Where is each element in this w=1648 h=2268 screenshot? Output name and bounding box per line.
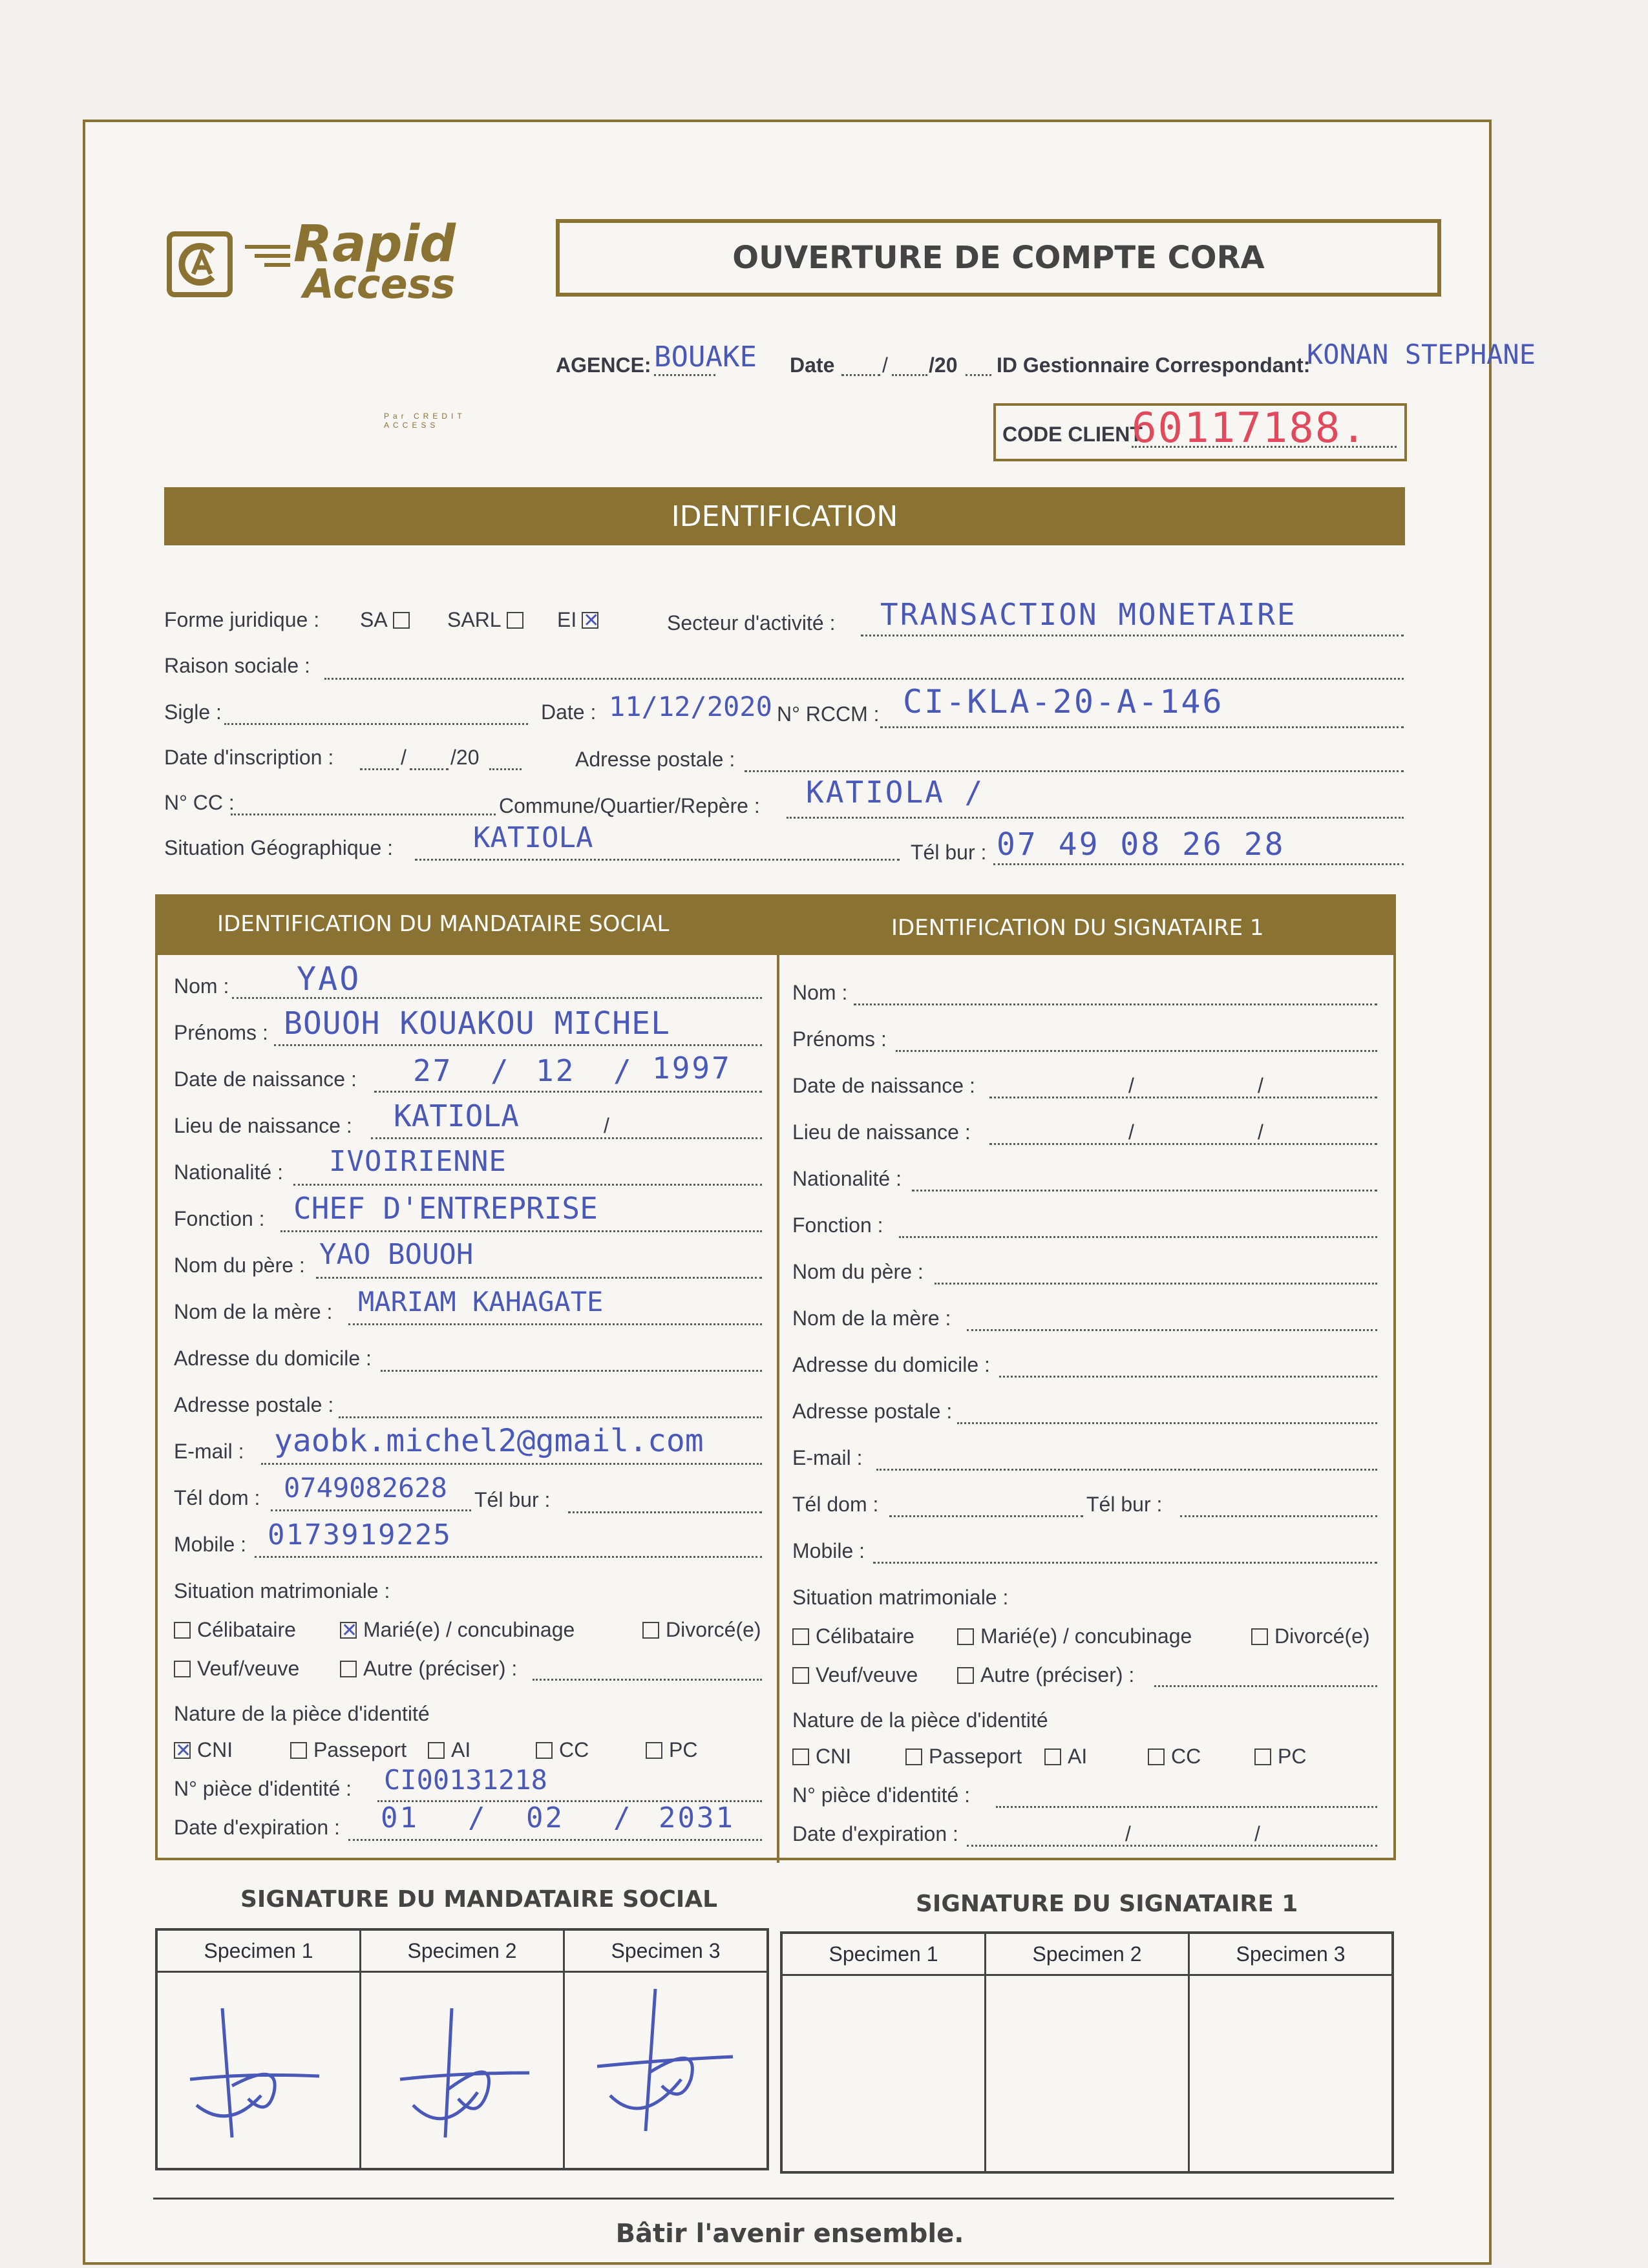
s-piece-pc[interactable]: PC — [1254, 1745, 1306, 1769]
signataire-specimen-3[interactable] — [1190, 1934, 1391, 2171]
m-mobile-field[interactable] — [255, 1556, 762, 1558]
brand-logo — [164, 215, 474, 430]
m-ai-checkbox[interactable] — [428, 1742, 445, 1759]
adresse-postale-label: Adresse postale : — [575, 748, 735, 771]
footer-slogan: Bâtir l'avenir ensemble. — [615, 2219, 964, 2249]
m-teldom-field[interactable] — [271, 1509, 471, 1511]
forme-option-sa[interactable]: SA — [360, 608, 410, 632]
m-piece-passeport[interactable]: Passeport — [290, 1738, 407, 1762]
s-marie-checkbox[interactable] — [957, 1628, 974, 1645]
m-divorce-checkbox[interactable] — [642, 1622, 659, 1639]
inscription-day-field[interactable] — [360, 768, 399, 770]
sigle-label: Sigle : — [164, 700, 222, 724]
gestionnaire-label: ID Gestionnaire Correspondant: — [997, 353, 1311, 377]
signataire-signature-title: SIGNATURE DU SIGNATAIRE 1 — [916, 1891, 1298, 1917]
ident-date-label: Date : — [541, 700, 597, 724]
m-passeport-checkbox[interactable] — [290, 1742, 307, 1759]
m-naissance-slash2: / — [613, 1053, 633, 1088]
s-domicile-field[interactable] — [999, 1376, 1377, 1378]
s-mat-veuf[interactable]: Veuf/veuve — [792, 1663, 918, 1687]
commune-label: Commune/Quartier/Repère : — [499, 794, 760, 817]
signature-scribble-icon — [171, 1982, 345, 2163]
s-exp-slash2: / — [1254, 1822, 1260, 1845]
identification-header — [164, 487, 1405, 545]
s-fonction-field[interactable] — [899, 1236, 1377, 1238]
m-mobile-label: Mobile : — [174, 1533, 247, 1556]
s-telbur-label: Tél bur : — [1086, 1493, 1163, 1516]
m-pere-label: Nom du père : — [174, 1254, 305, 1277]
m-lieu-value: KATIOLA — [394, 1098, 519, 1133]
specimen-label: Specimen 2 — [986, 1934, 1188, 1976]
agence-label: AGENCE: — [556, 353, 651, 377]
s-npiece-label: N° pièce d'identité : — [792, 1783, 971, 1807]
specimen-label: Specimen 3 — [565, 1931, 766, 1973]
s-nom-label: Nom : — [792, 981, 848, 1004]
m-domicile-label: Adresse du domicile : — [174, 1347, 372, 1370]
signature-scribble-icon — [374, 1982, 549, 2163]
s-nationalite-field[interactable] — [912, 1190, 1377, 1192]
form-title-text: OUVERTURE DE COMPTE CORA — [732, 240, 1265, 276]
m-mat-marie[interactable]: ✕ Marié(e) / concubinage — [340, 1618, 575, 1642]
m-piece-ai[interactable]: AI — [428, 1738, 470, 1762]
s-expiration-field[interactable] — [967, 1845, 1377, 1847]
mandataire-specimens — [155, 1928, 769, 2170]
m-email-label: E-mail : — [174, 1440, 244, 1463]
m-mere-value: MARIAM KAHAGATE — [358, 1286, 604, 1318]
mandataire-column — [158, 955, 777, 1860]
s-expiration-label: Date d'expiration : — [792, 1822, 958, 1845]
signataire-specimens — [780, 1931, 1394, 2174]
footer-divider — [153, 2198, 1394, 2200]
adresse-postale-field[interactable] — [745, 770, 1404, 772]
m-mat-veuf[interactable]: Veuf/veuve — [174, 1657, 299, 1681]
s-ai-checkbox[interactable] — [1044, 1748, 1061, 1765]
m-email-value: yaobk.michel2@gmail.com — [274, 1423, 704, 1459]
s-nom-field[interactable] — [854, 1003, 1377, 1005]
raison-sociale-label: Raison sociale : — [164, 654, 310, 677]
code-client-value: 60117188. — [1132, 404, 1368, 452]
m-domicile-field[interactable] — [381, 1370, 762, 1372]
s-naissance-slash2: / — [1258, 1074, 1263, 1097]
m-npiece-label: N° pièce d'identité : — [174, 1777, 352, 1800]
m-mat-autre[interactable]: Autre (préciser) : — [340, 1657, 517, 1681]
sarl-checkbox[interactable] — [507, 612, 523, 629]
mandataire-specimen-3[interactable] — [565, 1931, 766, 2168]
signature-scribble-icon — [578, 1976, 752, 2157]
m-pere-value: YAO BOUOH — [319, 1238, 474, 1271]
s-divorce-checkbox[interactable] — [1251, 1628, 1268, 1645]
s-mere-field[interactable] — [967, 1329, 1377, 1331]
brand-tagline: Par CREDIT ACCESS — [384, 412, 466, 430]
s-autre-field[interactable] — [1154, 1685, 1377, 1687]
s-teldom-label: Tél dom : — [792, 1493, 879, 1516]
situation-geo-field[interactable] — [415, 859, 900, 861]
m-mere-label: Nom de la mère : — [174, 1300, 333, 1323]
specimen-label: Specimen 2 — [361, 1931, 563, 1973]
s-prenoms-field[interactable] — [896, 1050, 1377, 1052]
commune-field[interactable] — [787, 817, 1404, 819]
secteur-value: TRANSACTION MONETAIRE — [880, 597, 1297, 632]
signataire-column — [779, 955, 1396, 1860]
m-expiration-label: Date d'expiration : — [174, 1816, 340, 1839]
m-exp-slash1: / — [468, 1801, 487, 1834]
s-piece-cni[interactable]: CNI — [792, 1745, 851, 1769]
tel-bur-value: 07 49 08 26 28 — [997, 826, 1285, 863]
specimen-label: Specimen 1 — [158, 1931, 359, 1973]
forme-option-sarl[interactable]: SARL — [447, 608, 523, 632]
m-piece-label: Nature de la pièce d'identité — [174, 1702, 430, 1725]
m-lieu-label: Lieu de naissance : — [174, 1114, 352, 1137]
signataire-specimen-2[interactable] — [986, 1934, 1190, 2171]
m-naissance-field[interactable] — [374, 1091, 762, 1093]
s-piece-ai[interactable]: AI — [1044, 1745, 1087, 1769]
sigle-field[interactable] — [224, 723, 528, 725]
date-month-field[interactable] — [892, 374, 927, 376]
m-naissance-day: 27 — [413, 1053, 453, 1088]
m-lieu-field[interactable] — [371, 1137, 762, 1139]
m-expiration-field[interactable] — [348, 1839, 762, 1841]
s-mat-divorce[interactable]: Divorcé(e) — [1251, 1624, 1370, 1648]
s-nationalite-label: Nationalité : — [792, 1167, 902, 1190]
s-autre-checkbox[interactable] — [957, 1667, 974, 1684]
ncc-field[interactable] — [231, 814, 496, 815]
m-naissance-year: 1997 — [652, 1051, 732, 1086]
s-celibataire-checkbox[interactable] — [792, 1628, 809, 1645]
specimen-label: Specimen 3 — [1190, 1934, 1391, 1976]
m-email-field[interactable] — [261, 1463, 762, 1465]
signataire-specimen-1[interactable] — [783, 1934, 986, 2171]
s-pere-label: Nom du père : — [792, 1260, 924, 1283]
s-postale-label: Adresse postale : — [792, 1400, 953, 1423]
s-telbur-field[interactable] — [1180, 1515, 1377, 1517]
m-pc-checkbox[interactable] — [646, 1742, 662, 1759]
date-year-field[interactable] — [966, 374, 991, 376]
s-veuf-checkbox[interactable] — [792, 1667, 809, 1684]
s-teldom-field[interactable] — [889, 1515, 1083, 1517]
tel-bur-label: Tél bur : — [911, 841, 987, 864]
s-passeport-checkbox[interactable] — [905, 1748, 922, 1765]
inscription-month-field[interactable] — [410, 768, 449, 770]
inscription-label: Date d'inscription : — [164, 746, 334, 769]
situation-geo-label: Situation Géographique : — [164, 836, 394, 859]
date-year-suffix: /20 — [929, 353, 958, 377]
ncc-label: N° CC : — [164, 791, 235, 814]
code-client-label: CODE CLIENT — [1002, 423, 1143, 446]
m-npiece-value: CI00131218 — [384, 1764, 547, 1796]
s-piece-passeport[interactable]: Passeport — [905, 1745, 1022, 1769]
m-autre-field[interactable] — [533, 1679, 762, 1681]
identification-title: IDENTIFICATION — [671, 499, 898, 533]
m-exp-slash2: / — [613, 1801, 633, 1834]
m-mat-celibataire[interactable]: Célibataire — [174, 1618, 296, 1642]
s-mat-celibataire[interactable]: Célibataire — [792, 1624, 914, 1648]
agence-value: BOUAKE — [654, 341, 757, 373]
m-nationalite-field[interactable] — [293, 1184, 762, 1186]
brand-name-line2: Access — [303, 260, 456, 308]
s-piece-cc[interactable]: CC — [1148, 1745, 1201, 1769]
s-lieu-slash2: / — [1258, 1120, 1263, 1144]
m-mat-divorce[interactable]: Divorcé(e) — [642, 1618, 761, 1642]
m-telbur-label: Tél bur : — [474, 1488, 551, 1511]
m-naissance-month: 12 — [536, 1053, 576, 1088]
m-celibataire-checkbox[interactable] — [174, 1622, 191, 1639]
m-nationalite-label: Nationalité : — [174, 1160, 283, 1184]
inscription-slash: / — [401, 746, 407, 769]
speed-lines-icon — [245, 245, 290, 277]
m-piece-cc[interactable]: CC — [536, 1738, 589, 1762]
rapid-access-logo-icon — [164, 229, 235, 300]
brand-name-line1: Rapid — [293, 215, 456, 273]
m-cc-checkbox[interactable] — [536, 1742, 553, 1759]
m-mobile-value: 0173919225 — [268, 1518, 452, 1551]
s-naissance-field[interactable] — [989, 1097, 1377, 1098]
forme-juridique-label: Forme juridique : — [164, 608, 320, 631]
m-postale-field[interactable] — [339, 1416, 762, 1418]
m-nationalite-value: IVOIRIENNE — [329, 1145, 507, 1178]
s-email-field[interactable] — [876, 1469, 1377, 1471]
form-sheet — [83, 120, 1536, 2265]
m-pere-field[interactable] — [316, 1277, 762, 1279]
tel-bur-field[interactable] — [993, 863, 1404, 865]
m-teldom-label: Tél dom : — [174, 1486, 260, 1509]
rccm-label: N° RCCM : — [777, 702, 880, 726]
s-postale-field[interactable] — [957, 1422, 1377, 1424]
signataire-title: IDENTIFICATION DU SIGNATAIRE 1 — [891, 915, 1264, 941]
m-exp-year: 2031 — [659, 1801, 735, 1834]
m-exp-month: 02 — [526, 1801, 564, 1834]
situation-geo-value: KATIOLA — [473, 821, 593, 854]
date-day-field[interactable] — [841, 374, 880, 376]
s-mat-marie[interactable]: Marié(e) / concubinage — [957, 1624, 1192, 1648]
s-email-label: E-mail : — [792, 1446, 863, 1469]
m-teldom-value: 0749082628 — [284, 1472, 447, 1504]
gestionnaire-value: KONAN STEPHANE — [1307, 339, 1536, 370]
secteur-label: Secteur d'activité : — [667, 611, 836, 635]
date-label: Date — [790, 353, 835, 377]
m-naissance-slash1: / — [491, 1053, 511, 1088]
forme-option-ei[interactable]: EI✕ — [557, 608, 598, 632]
s-piece-label: Nature de la pièce d'identité — [792, 1708, 1048, 1732]
s-mat-autre[interactable]: Autre (préciser) : — [957, 1663, 1134, 1687]
m-piece-pc[interactable]: PC — [646, 1738, 697, 1762]
m-fonction-value: CHEF D'ENTREPRISE — [293, 1191, 598, 1226]
commune-value: KATIOLA / — [806, 775, 985, 810]
secteur-field[interactable] — [861, 635, 1404, 636]
m-lieu-slash: / — [604, 1114, 609, 1137]
m-marie-checkbox[interactable] — [340, 1622, 357, 1639]
s-lieu-slash1: / — [1128, 1120, 1134, 1144]
s-cc-checkbox[interactable] — [1148, 1748, 1165, 1765]
mandataire-specimen-1[interactable] — [158, 1931, 361, 2168]
rccm-value: CI-KLA-20-A-146 — [903, 683, 1224, 720]
s-domicile-label: Adresse du domicile : — [792, 1353, 990, 1376]
inscription-year-field[interactable] — [489, 768, 522, 770]
mandataire-title: IDENTIFICATION DU MANDATAIRE SOCIAL — [217, 911, 670, 937]
s-exp-slash1: / — [1125, 1822, 1131, 1845]
m-postale-label: Adresse postale : — [174, 1393, 334, 1416]
ei-checkbox[interactable] — [582, 612, 598, 629]
specimen-label: Specimen 1 — [783, 1934, 984, 1976]
m-prenoms-field[interactable] — [274, 1044, 762, 1046]
persons-table — [155, 894, 1396, 1860]
s-cni-checkbox[interactable] — [792, 1748, 809, 1765]
s-npiece-field[interactable] — [996, 1806, 1377, 1808]
s-naissance-slash1: / — [1128, 1074, 1134, 1097]
m-cni-checkbox[interactable] — [174, 1742, 191, 1759]
s-lieu-field[interactable] — [989, 1143, 1377, 1145]
m-piece-cni[interactable]: ✕CNI — [174, 1738, 233, 1762]
s-mobile-field[interactable] — [873, 1562, 1377, 1564]
ident-date-value: 11/12/2020 — [609, 691, 772, 722]
m-fonction-label: Fonction : — [174, 1207, 265, 1230]
m-telbur-field[interactable] — [568, 1511, 762, 1513]
m-prenoms-label: Prénoms : — [174, 1021, 268, 1044]
raison-sociale-field[interactable] — [324, 678, 1404, 680]
s-mobile-label: Mobile : — [792, 1539, 865, 1562]
date-slash: / — [882, 353, 888, 377]
mandataire-signature-title: SIGNATURE DU MANDATAIRE SOCIAL — [240, 1886, 718, 1913]
m-naissance-label: Date de naissance : — [174, 1067, 357, 1091]
s-mere-label: Nom de la mère : — [792, 1307, 951, 1330]
m-matrimoniale-label: Situation matrimoniale : — [174, 1579, 390, 1602]
m-fonction-field[interactable] — [280, 1230, 762, 1232]
m-nom-label: Nom : — [174, 974, 229, 998]
s-pc-checkbox[interactable] — [1254, 1748, 1271, 1765]
s-matrimoniale-label: Situation matrimoniale : — [792, 1586, 1009, 1609]
s-pere-field[interactable] — [935, 1283, 1377, 1285]
rccm-field[interactable] — [880, 726, 1404, 728]
s-naissance-label: Date de naissance : — [792, 1074, 975, 1097]
form-title — [556, 219, 1441, 297]
m-nom-value: YAO — [297, 960, 361, 998]
mandataire-specimen-2[interactable] — [361, 1931, 565, 2168]
m-prenoms-value: BOUOH KOUAKOU MICHEL — [284, 1005, 670, 1042]
code-client-box — [993, 403, 1407, 461]
agence-field[interactable] — [654, 374, 715, 376]
inscription-year-suffix: /20 — [450, 746, 480, 769]
s-lieu-label: Lieu de naissance : — [792, 1120, 971, 1144]
sa-checkbox[interactable] — [393, 612, 410, 629]
m-exp-day: 01 — [381, 1801, 419, 1834]
s-prenoms-label: Prénoms : — [792, 1027, 887, 1051]
m-mere-field[interactable] — [348, 1323, 762, 1325]
m-veuf-checkbox[interactable] — [174, 1661, 191, 1677]
s-fonction-label: Fonction : — [792, 1213, 883, 1237]
m-autre-checkbox[interactable] — [340, 1661, 357, 1677]
